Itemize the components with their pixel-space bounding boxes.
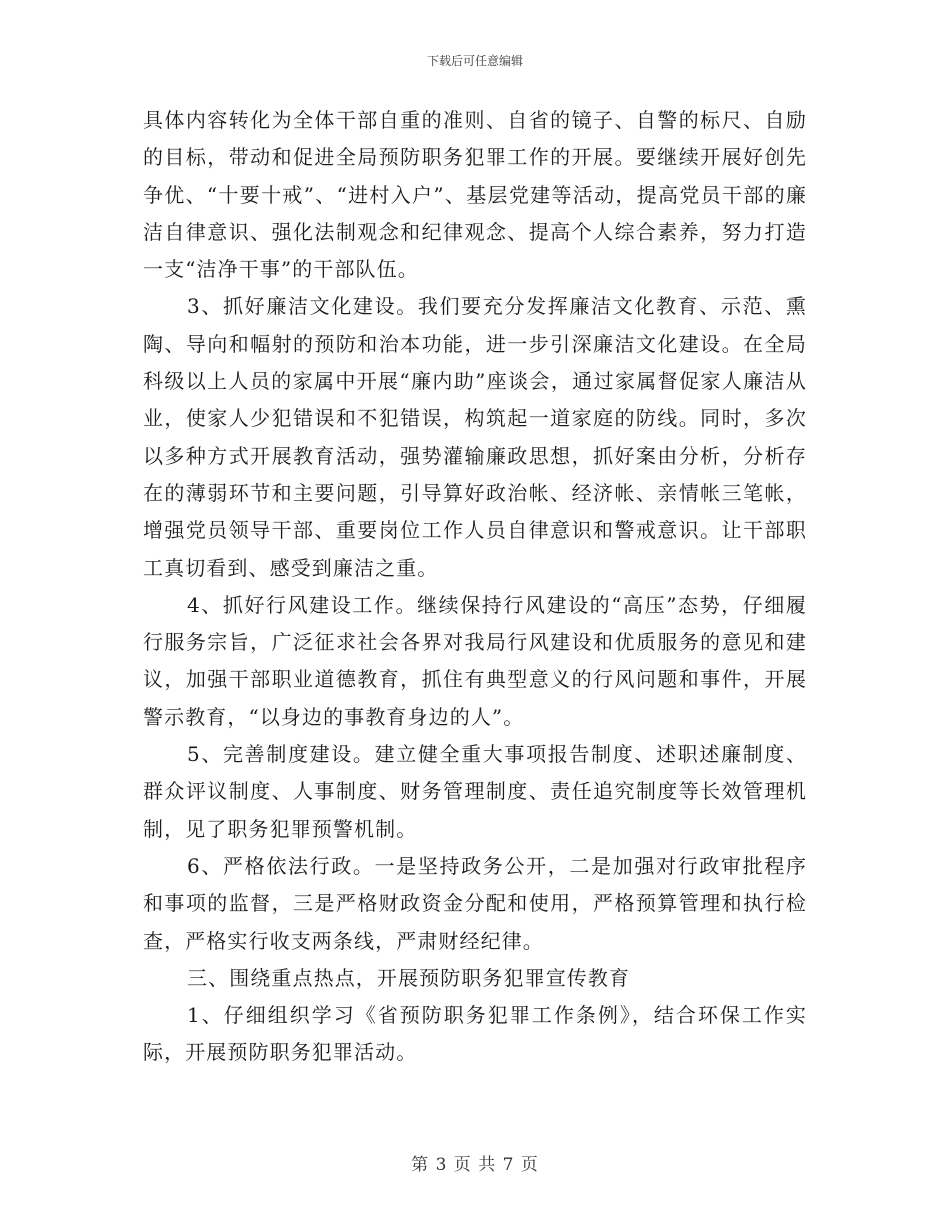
paragraph-continuation: 具体内容转化为全体干部自重的准则、自省的镜子、自警的标尺、自励的目标，带动和促进全局预防职务犯罪工作的开展。要继续开展好创先争优、“十要十戒”、“进村入户”、基层党建等活动，提高党员干部的廉洁自律意识、强化法制观念和纪律观念、提高个人综合素养，努力打造一支“洁净干事”的干部队伍。 — [143, 108, 807, 282]
paragraph-item-5: 5、完善制度建设。建立健全重大事项报告制度、述职述廉制度、群众评议制度、人事制度、财务管理制度、责任追究制度等长效管理机制，见了职务犯罪预警机制。 — [143, 742, 807, 841]
paragraph-item-6: 6、严格依法行政。一是坚持政务公开，二是加强对行政审批程序和事项的监督，三是严格财政资金分配和使用，严格预算管理和执行检查，严格实行收支两条线，严肃财经纪律。 — [143, 853, 807, 953]
paragraph-item-4: 4、抓好行风建设工作。继续保持行风建设的“高压”态势，仔细履行服务宗旨，广泛征求社会各界对我局行风建设和优质服务的意见和建议，加强干部职业道德教育，抓住有典型意义的行风问题和事件，开展警示教育，“以身边的事教育身边的人”。 — [143, 592, 807, 729]
page-header-note: 下载后可任意编辑 — [426, 54, 523, 68]
section-heading-3: 三、围绕重点热点，开展预防职务犯罪宣传教育 — [187, 965, 631, 990]
page-number-footer: 第 3 页 共 7 页 — [411, 1155, 539, 1175]
paragraph-section3-item-1: 1、仔细组织学习《省预防职务犯罪工作条例》，结合环保工作实际，开展预防职务犯罪活动。 — [143, 1003, 807, 1065]
paragraph-item-3: 3、抓好廉洁文化建设。我们要充分发挥廉洁文化教育、示范、熏陶、导向和幅射的预防和治本功能，进一步引深廉洁文化建设。在全局科级以上人员的家属中开展“廉内助”座谈会，通过家属督促家人廉洁从业，使家人少犯错误和不犯错误，构筑起一道家庭的防线。同时，多次以多种方式开展教育活动，强势灌输廉政思想，抓好案由分析，分析存在的薄弱环节和主要问题，引导算好政治帐、经济帐、亲情帐三笔帐，增强党员领导干部、重要岗位工作人员自律意识和警戒意识。让干部职工真切看到、感受到廉洁之重。 — [143, 294, 807, 580]
document-body — [143, 102, 807, 1072]
